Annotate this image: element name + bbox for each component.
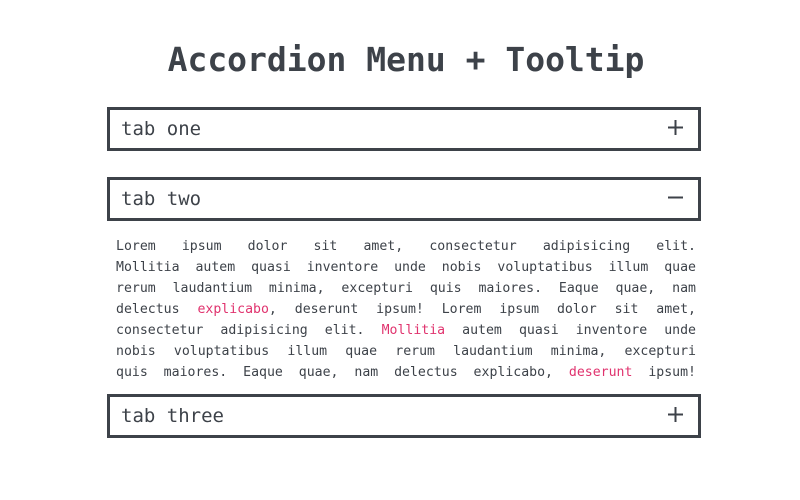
panel-line — [116, 236, 696, 257]
panel-line — [116, 362, 696, 383]
tab-two-label: tab two — [121, 188, 202, 210]
panel-text: rerum laudantium minima, excepturi quis maiores. Eaque quae, nam — [116, 281, 696, 296]
tab-two[interactable] — [107, 177, 701, 221]
panel-text: ipsum! — [632, 365, 696, 380]
page-title: Accordion Menu + Tooltip — [167, 40, 645, 79]
panel-text: nobis voluptatibus illum quae rerum laudantium minima, excepturi — [116, 344, 696, 359]
tooltip-trigger-deserunt[interactable]: deserunt — [568, 365, 633, 380]
panel-text: delectus — [116, 302, 198, 317]
panel-line — [116, 341, 696, 362]
tab-two-panel — [116, 236, 696, 383]
panel-line — [116, 257, 696, 278]
panel-text: consectetur adipisicing elit. — [116, 323, 382, 338]
panel-line — [116, 278, 696, 299]
panel-text: Mollitia autem quasi inventore unde nobis voluptatibus illum quae — [116, 260, 696, 275]
plus-icon — [667, 406, 684, 423]
tooltip-trigger-explicabo[interactable]: explicabo — [197, 302, 269, 317]
tab-one-label: tab one — [121, 118, 202, 140]
tooltip-trigger-mollitia[interactable]: Mollitia — [381, 323, 446, 338]
panel-line — [116, 320, 696, 341]
panel-text: , deserunt ipsum! Lorem ipsum dolor sit amet, — [268, 302, 696, 317]
panel-text: quis maiores. Eaque quae, nam delectus explicabo, — [116, 365, 569, 380]
plus-icon — [667, 119, 684, 136]
panel-text: autem quasi inventore unde — [445, 323, 696, 338]
panel-text: Lorem ipsum dolor sit amet, consectetur adipisicing elit. — [116, 239, 696, 254]
tab-one[interactable] — [107, 107, 701, 151]
tab-three-label: tab three — [121, 405, 224, 427]
tab-three[interactable] — [107, 394, 701, 438]
panel-line — [116, 299, 696, 320]
minus-icon — [667, 189, 684, 206]
